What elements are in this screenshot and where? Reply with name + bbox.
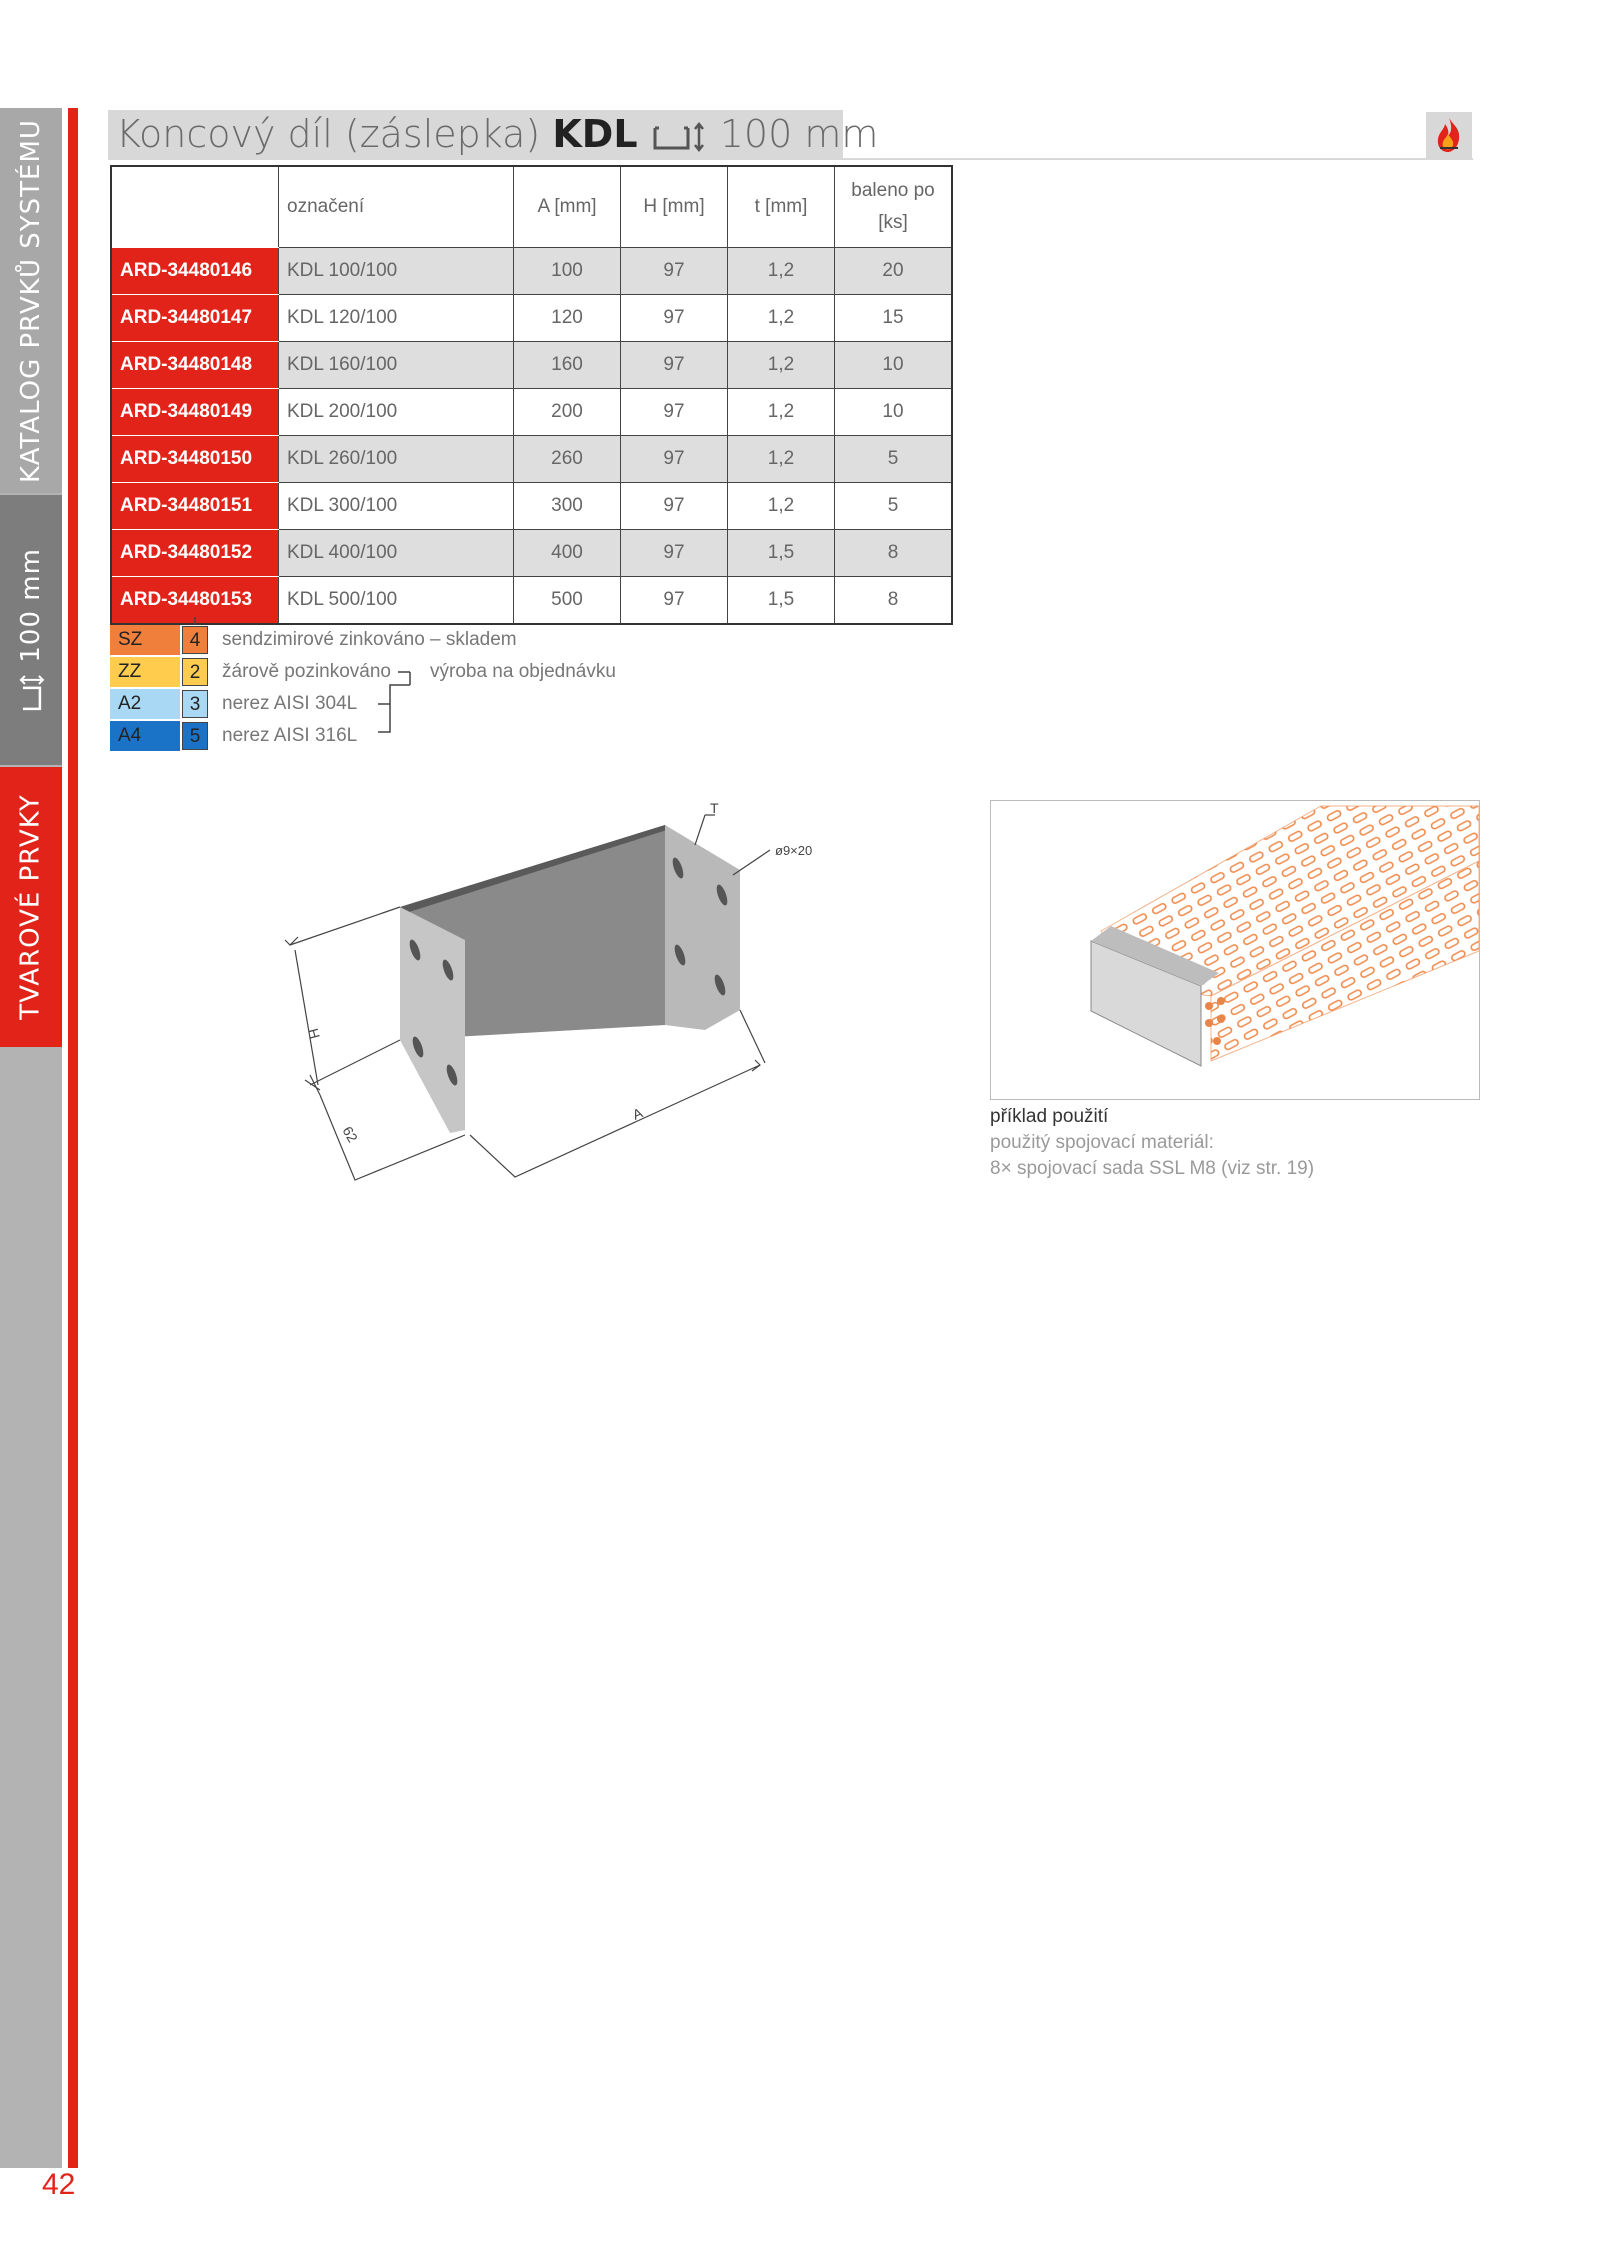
value-a: 400: [514, 530, 621, 577]
page-title: [116, 110, 878, 158]
value-h: 97: [621, 483, 728, 530]
designation: KDL 100/100: [279, 248, 514, 295]
order-code: ARD-34480152: [111, 530, 279, 577]
value-a: 500: [514, 577, 621, 625]
value-pack: 8: [835, 577, 953, 625]
sidebar-section-catalog-label: KATALOG PRVKŮ SYSTÉMU: [16, 118, 46, 483]
designation: KDL 200/100: [279, 389, 514, 436]
value-a: 120: [514, 295, 621, 342]
value-pack: 5: [835, 483, 953, 530]
value-pack: 10: [835, 342, 953, 389]
designation: KDL 260/100: [279, 436, 514, 483]
value-h: 97: [621, 295, 728, 342]
technical-drawing: [270, 785, 850, 1205]
header-designation: označení: [279, 166, 514, 248]
title-size: 100 mm: [719, 112, 879, 156]
value-a: 260: [514, 436, 621, 483]
label-h: H: [305, 1026, 324, 1041]
legend-number: 2: [182, 658, 208, 686]
right-flange: [665, 825, 740, 1030]
value-t: 1,2: [728, 342, 835, 389]
value-pack: 15: [835, 295, 953, 342]
value-t: 1,2: [728, 389, 835, 436]
sidebar-section-catalog[interactable]: [0, 108, 62, 493]
value-t: 1,2: [728, 248, 835, 295]
designation: KDL 300/100: [279, 483, 514, 530]
value-t: 1,2: [728, 436, 835, 483]
table-header-row: [111, 166, 952, 248]
order-code: ARD-34480147: [111, 295, 279, 342]
legend-text: nerez AISI 304L: [222, 693, 358, 714]
value-t: 1,2: [728, 483, 835, 530]
value-h: 97: [621, 436, 728, 483]
legend-connector-lines: [110, 613, 670, 763]
fire-resistance-icon: [1426, 112, 1472, 158]
table-row: [111, 530, 952, 577]
legend-number: 5: [182, 722, 208, 750]
red-margin-line: [68, 108, 78, 2168]
value-a: 200: [514, 389, 621, 436]
designation: KDL 120/100: [279, 295, 514, 342]
value-a: 300: [514, 483, 621, 530]
tray-profile-icon: [650, 120, 708, 154]
order-code: ARD-34480153: [111, 577, 279, 625]
label-a: A: [630, 1104, 645, 1123]
legend-text: sendzimirové zinkováno – skladem: [222, 629, 517, 650]
page-number: 42: [42, 2168, 76, 2201]
order-code: ARD-34480150: [111, 436, 279, 483]
legend-number: 3: [182, 690, 208, 718]
tray-profile-icon: [19, 672, 45, 712]
order-note: výroba na objednávku: [430, 661, 616, 682]
value-pack: 8: [835, 530, 953, 577]
caption-title: příklad použití: [990, 1106, 1109, 1127]
label-t: T: [710, 800, 719, 816]
order-code: ARD-34480149: [111, 389, 279, 436]
value-a: 160: [514, 342, 621, 389]
legend-code: A2: [110, 689, 180, 719]
sidebar-section-size[interactable]: [0, 495, 62, 765]
order-code: ARD-34480148: [111, 342, 279, 389]
header-pack: baleno po [ks]: [835, 166, 953, 248]
value-t: 1,5: [728, 577, 835, 625]
value-t: 1,2: [728, 295, 835, 342]
legend-text: nerez AISI 316L: [222, 725, 358, 746]
left-flange: [400, 907, 465, 1133]
table-row: [111, 295, 952, 342]
title-code: KDL: [552, 112, 638, 156]
label-hole: ø9×20: [775, 843, 813, 858]
value-h: 97: [621, 248, 728, 295]
table-row: [111, 483, 952, 530]
legend-code: A4: [110, 721, 180, 751]
header-order-code: objednací kód: [111, 166, 279, 248]
sidebar-section-size-label: 100 mm: [16, 548, 46, 663]
table-row: [111, 436, 952, 483]
sidebar-section-fittings[interactable]: [0, 767, 62, 1047]
sidebar-section-size-wrap: [16, 548, 46, 712]
order-code: ARD-34480151: [111, 483, 279, 530]
table-row: [111, 342, 952, 389]
header-a: A [mm]: [514, 166, 621, 248]
table-row: [111, 248, 952, 295]
value-t: 1,5: [728, 530, 835, 577]
sidebar-section-fittings-label: TVAROVÉ PRVKY: [16, 794, 46, 1020]
value-h: 97: [621, 342, 728, 389]
legend-text: žárově pozinkováno: [222, 661, 391, 682]
value-pack: 10: [835, 389, 953, 436]
caption-connector-set: 8× spojovací sada SSL M8 (viz str. 19): [990, 1158, 1315, 1179]
value-a: 100: [514, 248, 621, 295]
header-t: t [mm]: [728, 166, 835, 248]
label-62: 62: [339, 1123, 362, 1145]
designation: KDL 400/100: [279, 530, 514, 577]
value-h: 97: [621, 530, 728, 577]
value-h: 97: [621, 577, 728, 625]
designation: KDL 160/100: [279, 342, 514, 389]
value-pack: 5: [835, 436, 953, 483]
header-h: H [mm]: [621, 166, 728, 248]
legend-code: SZ: [110, 625, 180, 655]
title-underline: [108, 158, 1473, 160]
caption-material: použitý spojovací materiál:: [990, 1132, 1214, 1153]
usage-example-image: [990, 800, 1480, 1100]
title-main: Koncový díl (záslepka): [116, 112, 541, 156]
legend-code: ZZ: [110, 657, 180, 687]
value-pack: 20: [835, 248, 953, 295]
designation: KDL 500/100: [279, 577, 514, 625]
value-h: 97: [621, 389, 728, 436]
legend-number: 4: [182, 626, 208, 654]
product-table: [110, 165, 953, 625]
table-row: [111, 389, 952, 436]
order-code: ARD-34480146: [111, 248, 279, 295]
